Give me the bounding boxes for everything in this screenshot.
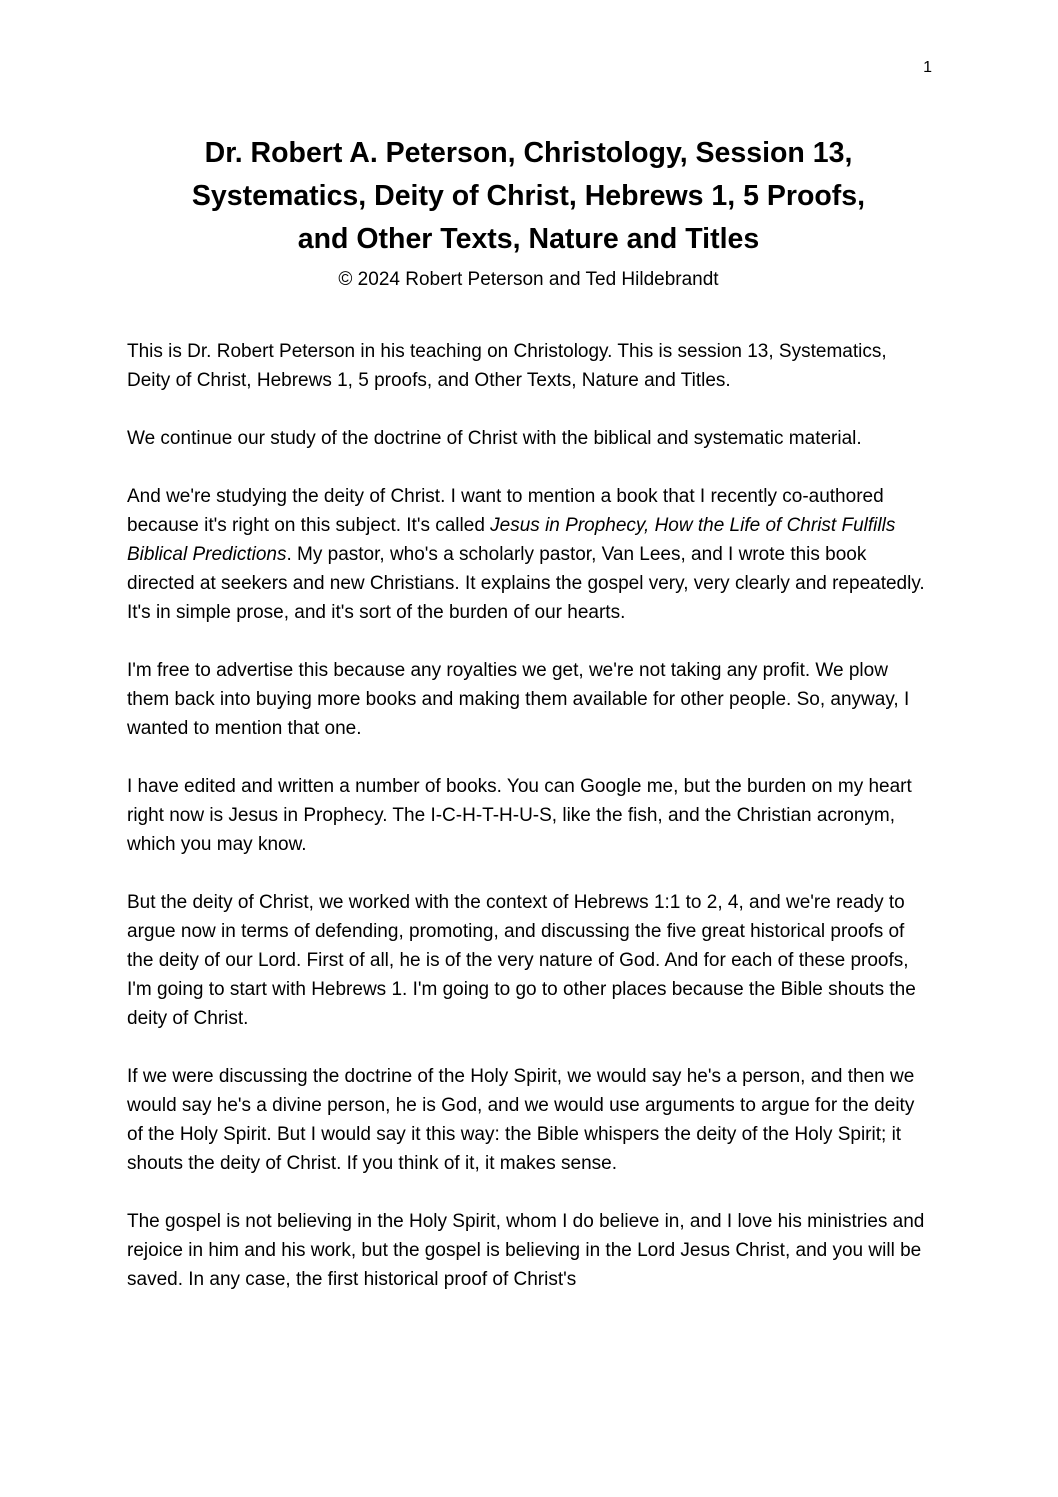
paragraph-text: We continue our study of the doctrine of Christ with the biblical and systematic material. (127, 428, 862, 449)
paragraph (127, 1207, 930, 1294)
paragraph (127, 482, 930, 627)
paragraphs (127, 337, 930, 1294)
paragraph-text: . My pastor, who's a scholarly pastor, Van Lees, and I wrote this book directed at seekers and new Christians. It explains the gospel very, very clearly and repeatedly. It's in simple prose, and it's sort of the burden of our hearts. (127, 544, 925, 623)
paragraph-text: I have edited and written a number of books. You can Google me, but the burden on my heart right now is Jesus in Prophecy. The I-C-H-T-H-U-S, like the fish, and the Christian acronym, which you may know. (127, 776, 912, 855)
document-title-line-2: Systematics, Deity of Christ, Hebrews 1, 5 Proofs, (191, 180, 866, 212)
paragraph-text-italic: Jesus in Prophecy, How the Life of Christ Fulfills Biblical Predictions (127, 515, 896, 565)
page-number: 1 (923, 59, 932, 76)
paragraph (127, 772, 930, 859)
document-title-line-3: and Other Texts, Nature and Titles (297, 223, 760, 255)
paragraph-text: The gospel is not believing in the Holy Spirit, whom I do believe in, and I love his ministries and rejoice in him and his work, but the gospel is believing in the Lord Jesus Christ, and you will be saved. In any case, the first historical proof of Christ's (127, 1211, 925, 1290)
document-title-line-1: Dr. Robert A. Peterson, Christology, Session 13, (204, 137, 853, 169)
paragraph (127, 424, 930, 453)
paragraph-text: This is Dr. Robert Peterson in his teaching on Christology. This is session 13, Systematics, Deity of Christ, Hebrews 1, 5 proofs, and Other Texts, Nature and Titles. (127, 341, 887, 391)
paragraph-text: I'm free to advertise this because any royalties we get, we're not taking any profit. We plow them back into buying more books and making them available for other people. So, anyway, I wanted to mention that one. (127, 660, 910, 739)
paragraph (127, 337, 930, 395)
paragraph (127, 1062, 930, 1178)
document-title (127, 132, 930, 261)
paragraph-text: And we're studying the deity of Christ. I want to mention a book that I recently co-authored because it's right on this subject. It's called (127, 486, 884, 536)
paragraph (127, 888, 930, 1033)
copyright-line: © 2024 Robert Peterson and Ted Hildebrandt (338, 269, 719, 290)
paragraph-text: But the deity of Christ, we worked with the context of Hebrews 1:1 to 2, 4, and we're ready to argue now in terms of defending, promoting, and discussing the five great historical proofs of the deity of our Lord. First of all, he is of the very nature of God. And for each of these proofs, I'm going to start with Hebrews 1. I'm going to go to other places because the Bible shouts the deity of Christ. (127, 892, 916, 1029)
paragraph-text: If we were discussing the doctrine of the Holy Spirit, we would say he's a person, and then we would say he's a divine person, he is God, and we would use arguments to argue for the deity of the Holy Spirit. But I would say it this way: the Bible whispers the deity of the Holy Spirit; it shouts the deity of Christ. If you think of it, it makes sense. (127, 1066, 915, 1174)
paragraph (127, 656, 930, 743)
